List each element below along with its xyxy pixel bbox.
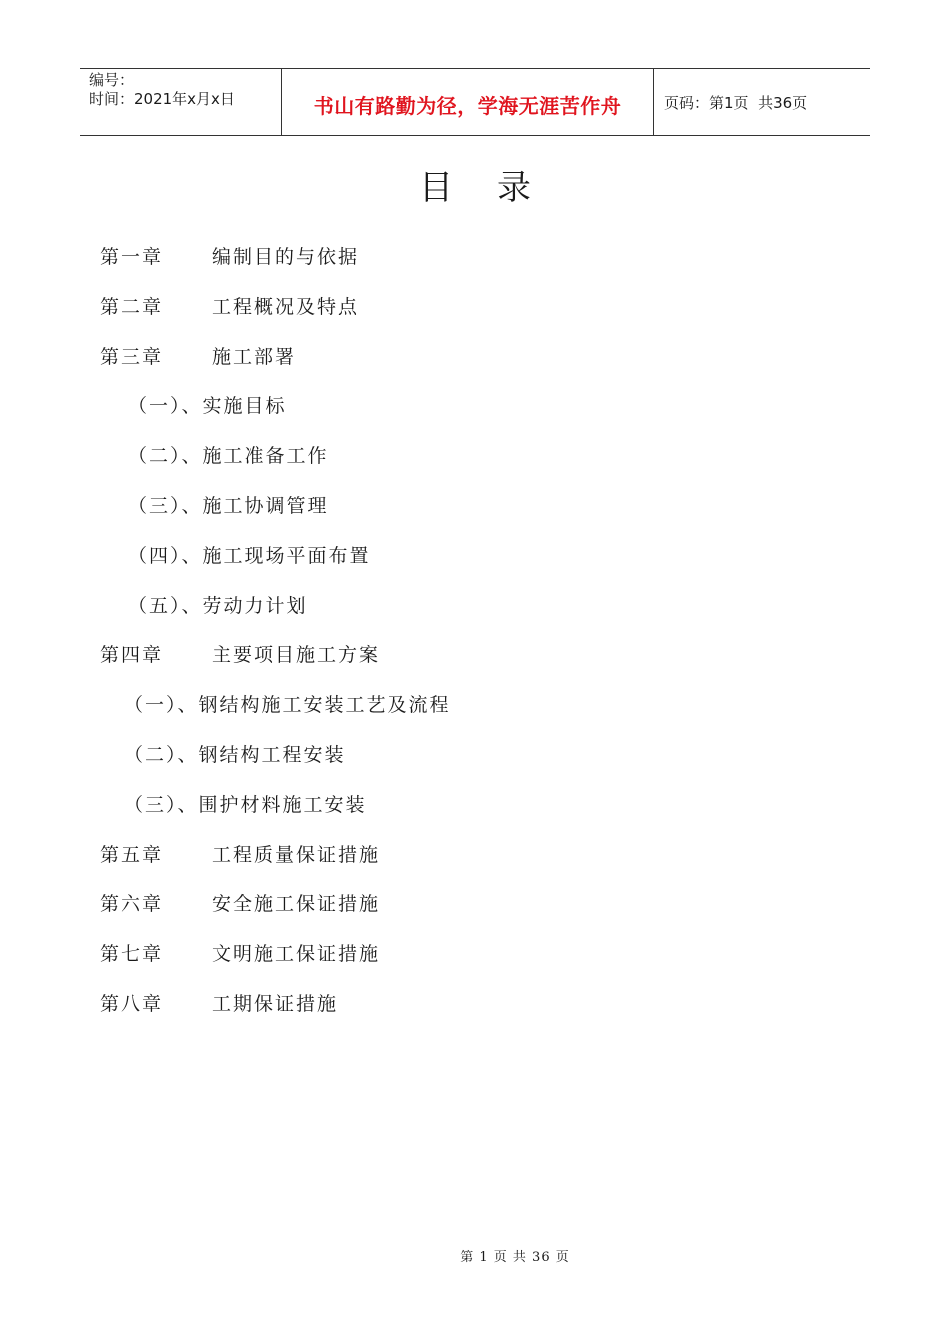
toc-section-title: （二）、钢结构工程安装 xyxy=(124,744,346,766)
toc-chapter-number: 第三章 xyxy=(100,345,164,368)
header-page-info: 页码：第1页 共36页 xyxy=(664,93,808,112)
toc-section-row xyxy=(128,539,371,573)
document-number-label: 编号： xyxy=(89,71,135,89)
header-motto: 书山有路勤为径，学海无涯苦作舟 xyxy=(313,93,622,118)
toc-chapter-title: 主要项目施工方案 xyxy=(212,644,381,667)
toc-chapter-title: 安全施工保证措施 xyxy=(212,893,381,916)
toc-section-title: （一）、钢结构施工安装工艺及流程 xyxy=(124,694,451,717)
toc-section-title: （三）、施工协调管理 xyxy=(128,495,329,517)
toc-chapter-number: 第四章 xyxy=(100,644,164,667)
header-motto-cell xyxy=(282,69,654,135)
toc-chapter-number: 第六章 xyxy=(100,893,164,916)
toc-section-title: （二）、施工准备工作 xyxy=(128,445,329,468)
toc-section-row xyxy=(128,389,287,423)
toc-chapter-number: 第五章 xyxy=(100,843,164,866)
toc-chapter-title: 工期保证措施 xyxy=(212,993,339,1015)
page-footer xyxy=(0,1246,950,1265)
toc-section-row xyxy=(124,788,367,822)
toc-section-title: （四）、施工现场平面布置 xyxy=(128,544,371,567)
toc-chapter-number: 第七章 xyxy=(100,943,164,966)
toc-section-title: （一）、实施目标 xyxy=(128,395,287,418)
toc-chapter-number: 第二章 xyxy=(100,295,164,318)
toc-section-row xyxy=(128,489,329,523)
document-time: 时间：2021年x月x日 xyxy=(89,90,235,108)
header-page-info-cell xyxy=(654,69,870,135)
toc-title: 目录 xyxy=(419,168,575,208)
toc-section-title: （三）、围护材料施工安装 xyxy=(124,793,367,816)
toc-section-row xyxy=(124,688,451,722)
toc-chapter-title: 工程质量保证措施 xyxy=(212,843,381,866)
toc-section-row xyxy=(128,439,329,473)
toc-section-row xyxy=(124,738,346,772)
toc-chapter-number: 第八章 xyxy=(100,993,164,1015)
toc-chapter-title: 编制目的与依据 xyxy=(212,246,360,268)
toc-section-row xyxy=(128,589,308,623)
header-meta xyxy=(80,69,282,135)
toc-chapter-title: 文明施工保证措施 xyxy=(212,943,381,966)
toc-chapter-number: 第一章 xyxy=(100,246,164,268)
page-header xyxy=(80,68,870,136)
footer-page-number: 第 1 页 共 36 页 xyxy=(460,1250,570,1265)
toc-chapter-title: 工程概况及特点 xyxy=(212,295,360,318)
toc-chapter-title: 施工部署 xyxy=(212,345,297,368)
toc-section-title: （五）、劳动力计划 xyxy=(128,594,308,617)
